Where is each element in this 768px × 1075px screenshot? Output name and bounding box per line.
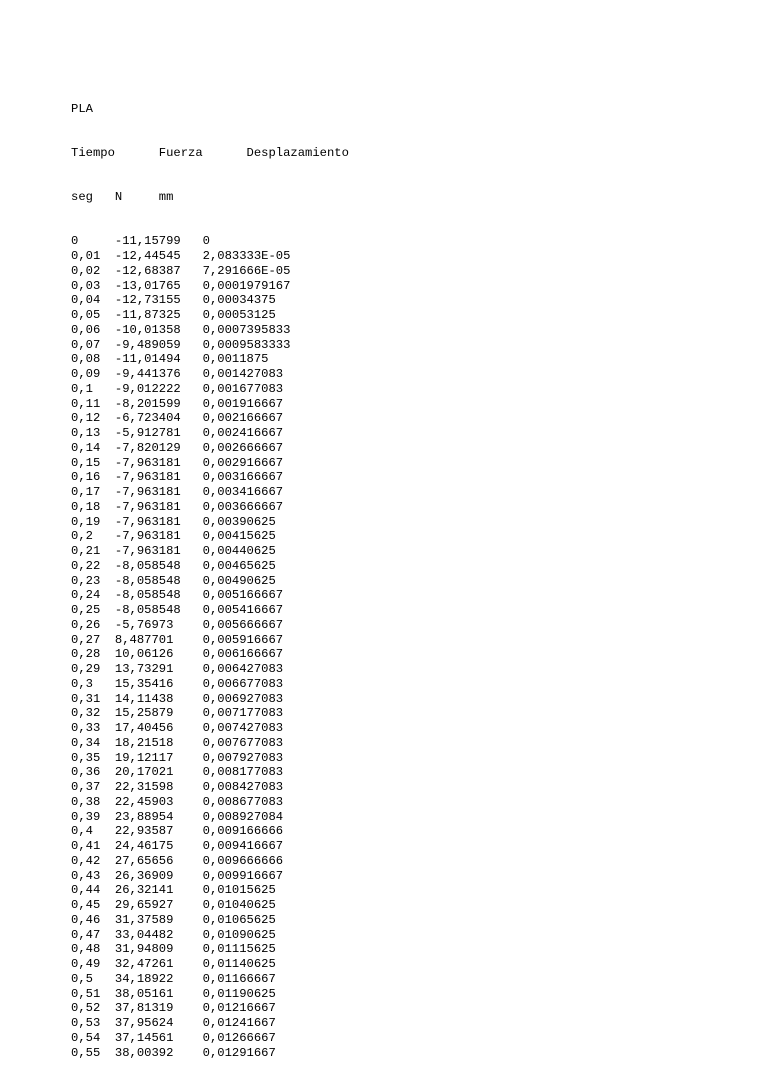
table-row: 0,26 -5,76973 0,005666667 (71, 617, 284, 632)
table-row: 0,18 -7,963181 0,003666667 (71, 499, 284, 514)
table-row: 0,29 13,73291 0,006427083 (71, 662, 284, 676)
document-text (71, 72, 349, 1075)
table-row: 0,22 -8,058548 0,00465625 (71, 558, 276, 573)
table-row: 0,1 -9,012222 0,001677083 (71, 381, 284, 396)
table-row: 0,33 17,40456 0,007427083 (71, 721, 284, 735)
table-row: 0,51 38,05161 0,01190625 (71, 986, 276, 1001)
table-row: 0,54 37,14561 0,01266667 (71, 1030, 276, 1045)
table-row: 0,04 -12,73155 0,00034375 (71, 293, 276, 308)
table-row: 0,14 -7,820129 0,002666667 (71, 440, 284, 455)
table-row: 0,38 22,45903 0,008677083 (71, 794, 284, 809)
table-row: 0,32 15,25879 0,007177083 (71, 706, 284, 721)
table-row: 0,4 22,93587 0,009166666 (71, 824, 284, 839)
table-row: 0 -11,15799 0 (71, 234, 210, 249)
table-row: 0,05 -11,87325 0,00053125 (71, 308, 276, 322)
table-row: 0,36 20,17021 0,008177083 (71, 765, 284, 780)
table-row: 0,02 -12,68387 7,291666E-05 (71, 263, 291, 278)
table-row: 0,53 37,95624 0,01241667 (71, 1016, 276, 1030)
table-row: 0,11 -8,201599 0,001916667 (71, 396, 284, 411)
table-row: 0,25 -8,058548 0,005416667 (71, 603, 284, 617)
table-row: 0,34 18,21518 0,007677083 (71, 735, 284, 750)
table-row: 0,09 -9,441376 0,001427083 (71, 367, 284, 381)
table-row: 0,31 14,11438 0,006927083 (71, 691, 284, 706)
table-row: 0,43 26,36909 0,009916667 (71, 868, 284, 883)
table-row: 0,19 -7,963181 0,00390625 (71, 514, 276, 529)
table-row: 0,28 10,06126 0,006166667 (71, 647, 284, 662)
column-headers: Tiempo Fuerza Desplazamiento (71, 145, 349, 160)
table-row: 0,39 23,88954 0,008927084 (71, 809, 284, 824)
table-row: 0,24 -8,058548 0,005166667 (71, 588, 284, 603)
table-row: 0,48 31,94809 0,01115625 (71, 942, 276, 957)
table-row: 0,5 34,18922 0,01166667 (71, 971, 276, 986)
table-row: 0,41 24,46175 0,009416667 (71, 839, 284, 853)
unit-headers: seg N mm (71, 190, 174, 204)
table-row: 0,07 -9,489059 0,0009583333 (71, 337, 291, 352)
table-row: 0,21 -7,963181 0,00440625 (71, 544, 276, 558)
table-row: 0,01 -12,44545 2,083333E-05 (71, 249, 291, 263)
table-row: 0,08 -11,01494 0,0011875 (71, 352, 269, 367)
table-row: 0,03 -13,01765 0,0001979167 (71, 278, 291, 293)
table-row: 0,2 -7,963181 0,00415625 (71, 529, 276, 544)
table-row: 0,37 22,31598 0,008427083 (71, 780, 284, 794)
table-row: 0,15 -7,963181 0,002916667 (71, 455, 284, 470)
table-row: 0,17 -7,963181 0,003416667 (71, 485, 284, 499)
table-row: 0,35 19,12117 0,007927083 (71, 750, 284, 765)
table-row: 0,12 -6,723404 0,002166667 (71, 411, 284, 426)
table-row: 0,13 -5,912781 0,002416667 (71, 426, 284, 440)
table-row: 0,3 15,35416 0,006677083 (71, 676, 284, 691)
table-row: 0,42 27,65656 0,009666666 (71, 853, 284, 868)
data-rows (71, 234, 349, 1060)
table-row: 0,06 -10,01358 0,0007395833 (71, 322, 291, 337)
table-row: 0,16 -7,963181 0,003166667 (71, 470, 284, 485)
table-row: 0,27 8,487701 0,005916667 (71, 632, 284, 647)
table-row: 0,52 37,81319 0,01216667 (71, 1001, 276, 1016)
document-title: PLA (71, 101, 93, 116)
table-row: 0,45 29,65927 0,01040625 (71, 898, 276, 912)
table-row: 0,49 32,47261 0,01140625 (71, 957, 276, 971)
table-row: 0,23 -8,058548 0,00490625 (71, 573, 276, 588)
table-row: 0,46 31,37589 0,01065625 (71, 912, 276, 927)
table-row: 0,47 33,04482 0,01090625 (71, 927, 276, 942)
table-row: 0,55 38,00392 0,01291667 (71, 1045, 276, 1060)
table-row: 0,44 26,32141 0,01015625 (71, 883, 276, 898)
